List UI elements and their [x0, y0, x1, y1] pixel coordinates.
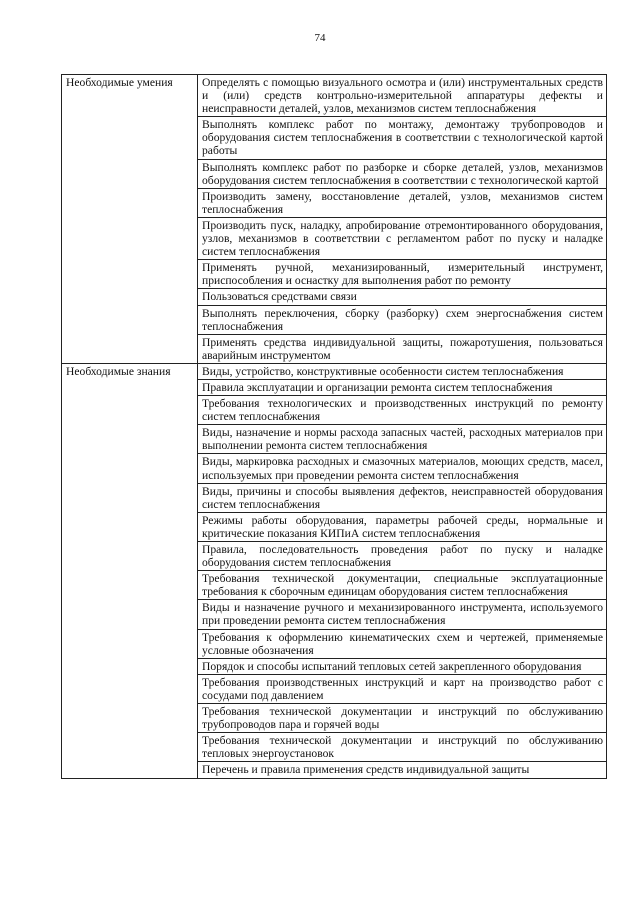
- table-row: [62, 75, 607, 117]
- table-cell: [198, 658, 607, 674]
- table-cell: [198, 483, 607, 512]
- table-cell: [198, 363, 607, 379]
- requirements-table: [61, 74, 607, 779]
- table-cell: [198, 704, 607, 733]
- table-cell: [198, 512, 607, 541]
- skill-item: Выполнять комплекс работ по разборке и сборке деталей, узлов, механизмов оборудования систем теплоснабжения в соответствии с технологической картой: [202, 160, 603, 187]
- table-cell: [198, 571, 607, 600]
- knowledge-item: Требования технической документации и инструкций по обслуживанию трубопроводов пара и горячей воды: [202, 705, 603, 732]
- table-cell: [198, 629, 607, 658]
- skill-item: Пользоваться средствами связи: [202, 290, 357, 304]
- skill-item: Производить замену, восстановление деталей, узлов, механизмов систем теплоснабжения: [202, 189, 603, 216]
- skill-item: Выполнять переключения, сборку (разборку) схем энергоснабжения систем теплоснабжения: [202, 306, 603, 333]
- knowledge-item: Виды и назначение ручного и механизированного инструмента, используемого при проведении ремонта систем теплоснабжения: [202, 601, 603, 628]
- table-cell: [198, 260, 607, 289]
- table-cell: [198, 188, 607, 217]
- knowledge-item: Требования технологических и производственных инструкций по ремонту систем теплоснабжения: [202, 397, 603, 424]
- table-cell: [198, 117, 607, 159]
- skill-item: Определять с помощью визуального осмотра и (или) инструментальных средств и (или) средств контрольно-измерительной аппаратуры дефекты и неисправности деталей, узлов, механизмов систем теплоснабжения: [202, 76, 603, 116]
- knowledge-item: Перечень и правила применения средств индивидуальной защиты: [202, 763, 530, 777]
- section-label-text: Необходимые умения: [66, 76, 173, 89]
- table-cell: [198, 289, 607, 305]
- table-cell: [198, 396, 607, 425]
- section-label-knowledge: [62, 363, 198, 778]
- table-cell: [198, 425, 607, 454]
- table-cell: [198, 305, 607, 334]
- knowledge-item: Виды, причины и способы выявления дефектов, неисправностей оборудования систем теплоснабжения: [202, 484, 603, 511]
- knowledge-item: Режимы работы оборудования, параметры рабочей среды, нормальные и критические показания КИПиА систем теплоснабжения: [202, 513, 603, 540]
- section-label-text: Необходимые знания: [66, 364, 171, 378]
- skill-item: Применять средства индивидуальной защиты, пожаротушения, пользоваться аварийным инструментом: [202, 335, 603, 362]
- table-cell: [198, 75, 607, 117]
- table-cell: [198, 733, 607, 762]
- knowledge-item: Виды, маркировка расходных и смазочных материалов, моющих средств, масел, используемых при проведении ремонта систем теплоснабжения: [202, 455, 603, 482]
- knowledge-item: Порядок и способы испытаний тепловых сетей закрепленного оборудования: [202, 659, 582, 673]
- table-cell: [198, 379, 607, 395]
- table-cell: [198, 542, 607, 571]
- page-number: 74: [314, 32, 326, 44]
- skill-item: Выполнять комплекс работ по монтажу, демонтажу трубопроводов и оборудования систем теплоснабжения в соответствии с технологической картой работы: [202, 118, 603, 158]
- table-cell: [198, 334, 607, 363]
- knowledge-item: Правила эксплуатации и организации ремонта систем теплоснабжения: [202, 380, 553, 394]
- section-label-skills: [62, 75, 198, 364]
- knowledge-item: Виды, назначение и нормы расхода запасных частей, расходных материалов при выполнении ремонта систем теплоснабжения: [202, 426, 603, 453]
- table-cell: [198, 674, 607, 703]
- table-cell: [198, 159, 607, 188]
- knowledge-item: Требования к оформлению кинематических схем и чертежей, применяемые условные обозначения: [202, 630, 603, 657]
- skill-item: Применять ручной, механизированный, измерительный инструмент, приспособления и оснастку для выполнения работ по ремонту: [202, 261, 603, 288]
- knowledge-item: Требования производственных инструкций и карт на производство работ с сосудами под давлением: [202, 675, 603, 702]
- table-cell: [198, 600, 607, 629]
- skill-item: Производить пуск, наладку, апробирование отремонтированного оборудования, узлов, механизмов в соответствии с регламентом работ по пуску и наладке систем теплоснабжения: [202, 218, 603, 259]
- knowledge-item: Виды, устройство, конструктивные особенности систем теплоснабжения: [202, 364, 564, 378]
- table-cell: [198, 454, 607, 483]
- table-cell: [198, 762, 607, 778]
- knowledge-item: Правила, последовательность проведения работ по пуску и наладке оборудования систем теплоснабжения: [202, 543, 603, 570]
- knowledge-item: Требования технической документации, специальные эксплуатационные требования к сборочным единицам оборудования систем теплоснабжения: [202, 572, 603, 599]
- knowledge-item: Требования технической документации и инструкций по обслуживанию тепловых энергоустановок: [202, 734, 603, 761]
- table-cell: [198, 217, 607, 259]
- table-row: [62, 363, 607, 379]
